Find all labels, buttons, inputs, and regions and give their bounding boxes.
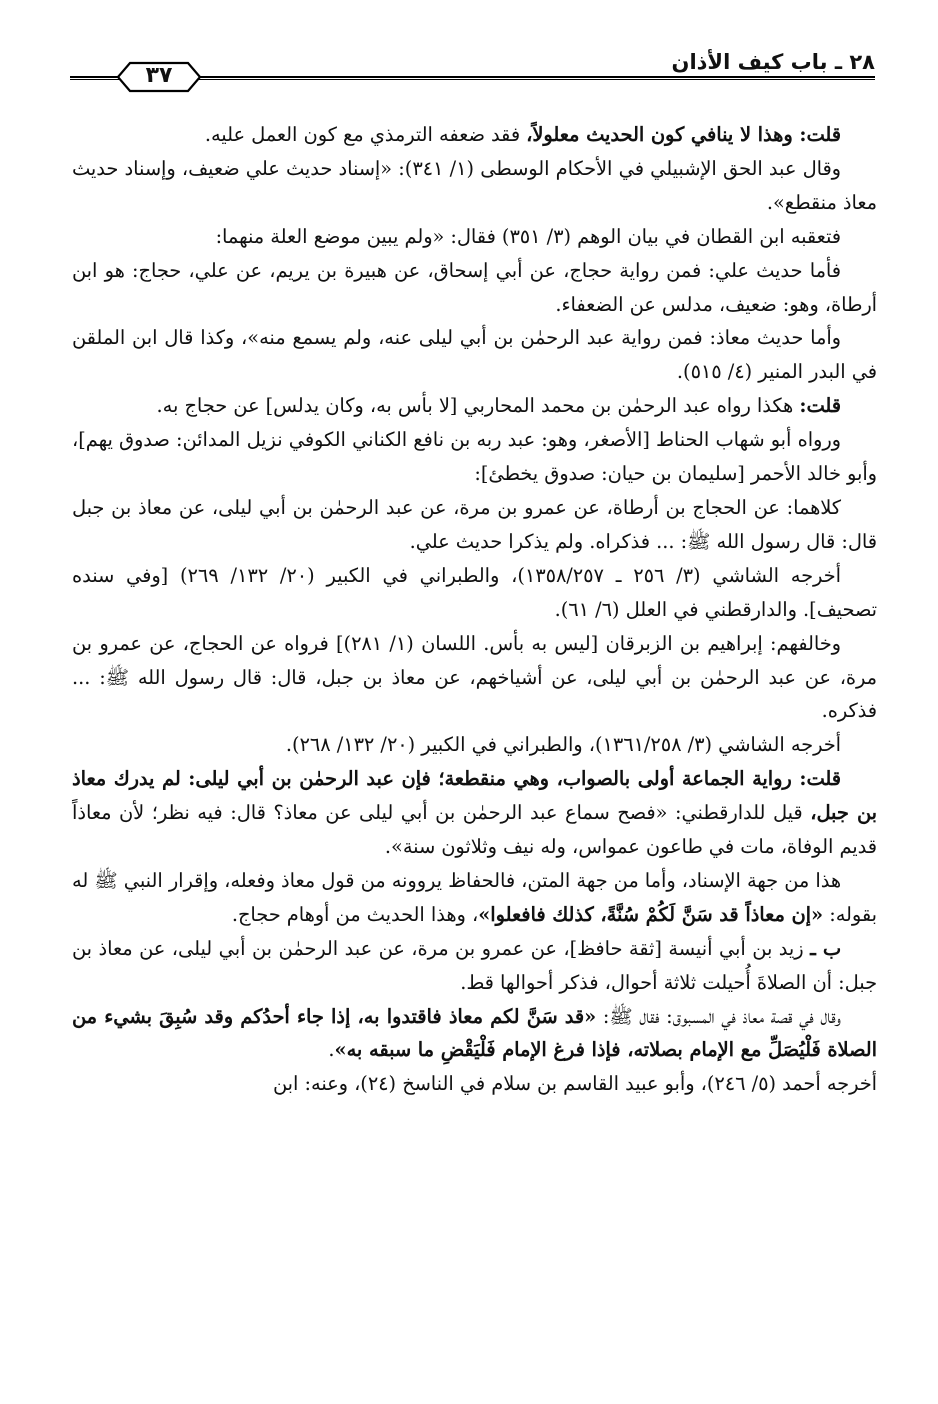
paragraph-text: أخرجه أحمد (٥/ ٢٤٦)، وأبو عبيد القاسم بن سلام في الناسخ (٢٤)، وعنه: ابن [272, 1072, 877, 1096]
paragraph [72, 1067, 877, 1101]
paragraph-text: ورواه أبو شهاب الحناط [الأصغر، وهو: عبد ربه بن نافع الكناني الكوفي نزيل المدائن: صدوق يهم]، وأبو خالد الأحمر [سليمان بن حيان: صدوق يخطئ]: [72, 428, 877, 486]
paragraph-text: كلاهما: عن الحجاج بن أرطاة، عن عمرو بن مرة، عن عبد الرحمٰن بن أبي ليلى، عن معاذ بن جبل قال: قال رسول الله ﷺ: ... فذكراه. ولم يذكرا حديث علي. [72, 495, 877, 553]
paragraph [72, 728, 877, 762]
page-number-badge [106, 59, 212, 95]
paragraph-text: وقال عبد الحق الإشبيلي في الأحكام الوسطى (١/ ٣٤١): «إسناد حديث علي ضعيف، وإسناد حديث معاذ منقطع». [72, 156, 877, 214]
paragraph-text: أخرجه الشاشي (٣/ ١٣٦١/٢٥٨)، والطبراني في الكبير (٢٠/ ١٣٢/ ٢٦٨). [285, 733, 841, 757]
paragraph-text: هكذا رواه عبد الرحمٰن بن محمد المحاربي [لا بأس به، وكان يدلس] عن حجاج به. [156, 394, 800, 418]
hadith-quote: «إن معاذاً قد سَنَّ لَكُمْ سُنَّةً، كذلك فافعلوا» [478, 902, 824, 926]
paragraph-text: . [328, 1038, 335, 1062]
paragraph-text: وأما حديث معاذ: فمن رواية عبد الرحمٰن بن أبي ليلى عنه، ولم يسمع منه»، وكذا قال ابن الملقن في البدر المنير (٤/ ٥١٥). [72, 326, 877, 384]
paragraph-text: ، وهذا الحديث من أوهام حجاج. [231, 902, 479, 926]
paragraph [72, 389, 877, 423]
paragraph [72, 491, 877, 559]
paragraph-text: أخرجه الشاشي (٣/ ٢٥٦ ـ ١٣٥٨/٢٥٧)، والطبراني في الكبير (٢٠/ ١٣٢/ ٢٦٩) [وفي سنده تصحيف]. والدارقطني في العلل (٦/ ٦١). [72, 563, 877, 621]
paragraph-text: هذا من جهة الإسناد، وأما من جهة المتن، فالحفاظ يروونه من قول معاذ وفعله، وإقرار النبي ﷺ له بقوله: [71, 868, 877, 926]
paragraph-text: وخالفهم: إبراهيم بن الزبرقان [ليس به بأس. اللسان (١/ ٢٨١)] فرواه عن الحجاج، عن عمرو بن مرة، عن عبد الرحمٰن بن أبي ليلى، عن أشياخهم، عن معاذ بن جبل، قال: قال رسول الله ﷺ: ... فذكره. [72, 631, 877, 723]
body-text [72, 118, 877, 1101]
paragraph [72, 864, 877, 932]
paragraph [72, 118, 877, 152]
hadith-quote: «قد سَنَّ لكم معاذ فاقتدوا به، إذا جاء أحدُكم وقد سُبِقَ بشيء من الصلاة فَلْيُصَلِّ مع الإمام بصلاته، فإذا فرغ الإمام فَلْيَقْضِ ما سبقه به» [72, 1004, 877, 1062]
page-header [70, 48, 875, 118]
paragraph-text: فتعقبه ابن القطان في بيان الوهم (٣/ ٣٥١) فقال: «ولم يبين موضع العلة منهما: [215, 224, 841, 248]
paragraph-text: فأما حديث علي: فمن رواية حجاج، عن أبي إسحاق، عن هبيرة بن يريم، عن علي، حجاج: هو ابن أرطاة، وهو: ضعيف، مدلس عن الضعفاء. [72, 258, 877, 316]
paragraph [72, 321, 877, 389]
paragraph-text: قيل للدارقطني: «فصح سماع عبد الرحمٰن بن أبي ليلى عن معاذ؟ قال: فيه نظر؛ لأن معاذاً قديم الوفاة، مات في طاعون عمواس، وله نيف وثلاثون سنة». [72, 801, 877, 859]
paragraph [72, 220, 877, 254]
paragraph-text: وقال في قصة معاذ في المسبوق: فقال ﷺ: [596, 1004, 841, 1028]
paragraph [72, 254, 877, 322]
bold-lead: قلت: رواية الجماعة أولى بالصواب، وهي منقطعة؛ فإن عبد الرحمٰن بن أبي ليلى: لم يدرك معاذ بن جبل، [72, 767, 877, 825]
paragraph [72, 423, 877, 491]
page-number: ٣٧ [145, 63, 173, 88]
paragraph [72, 559, 877, 627]
paragraph [72, 152, 877, 220]
paragraph [72, 627, 877, 729]
bold-lead: قلت: وهذا لا ينافي كون الحديث معلولاً، [526, 123, 841, 146]
paragraph [72, 762, 877, 864]
paragraph [72, 932, 877, 1000]
chapter-title: ٢٨ ـ باب كيف الأذان [671, 50, 875, 74]
bold-lead: ب ـ [810, 936, 841, 960]
paragraph [72, 1000, 877, 1068]
paragraph-text: فقد ضعفه الترمذي مع كون العمل عليه. [204, 123, 527, 146]
bold-lead: قلت: [799, 394, 841, 418]
paragraph-text: زيد بن أبي أنيسة [ثقة حافظ]، عن عمرو بن مرة، عن عبد الرحمٰن بن أبي ليلى، عن معاذ بن جبل: أن الصلاةَ أُحيلت ثلاثة أحوال، فذكر أحوالها قط. [72, 936, 877, 994]
